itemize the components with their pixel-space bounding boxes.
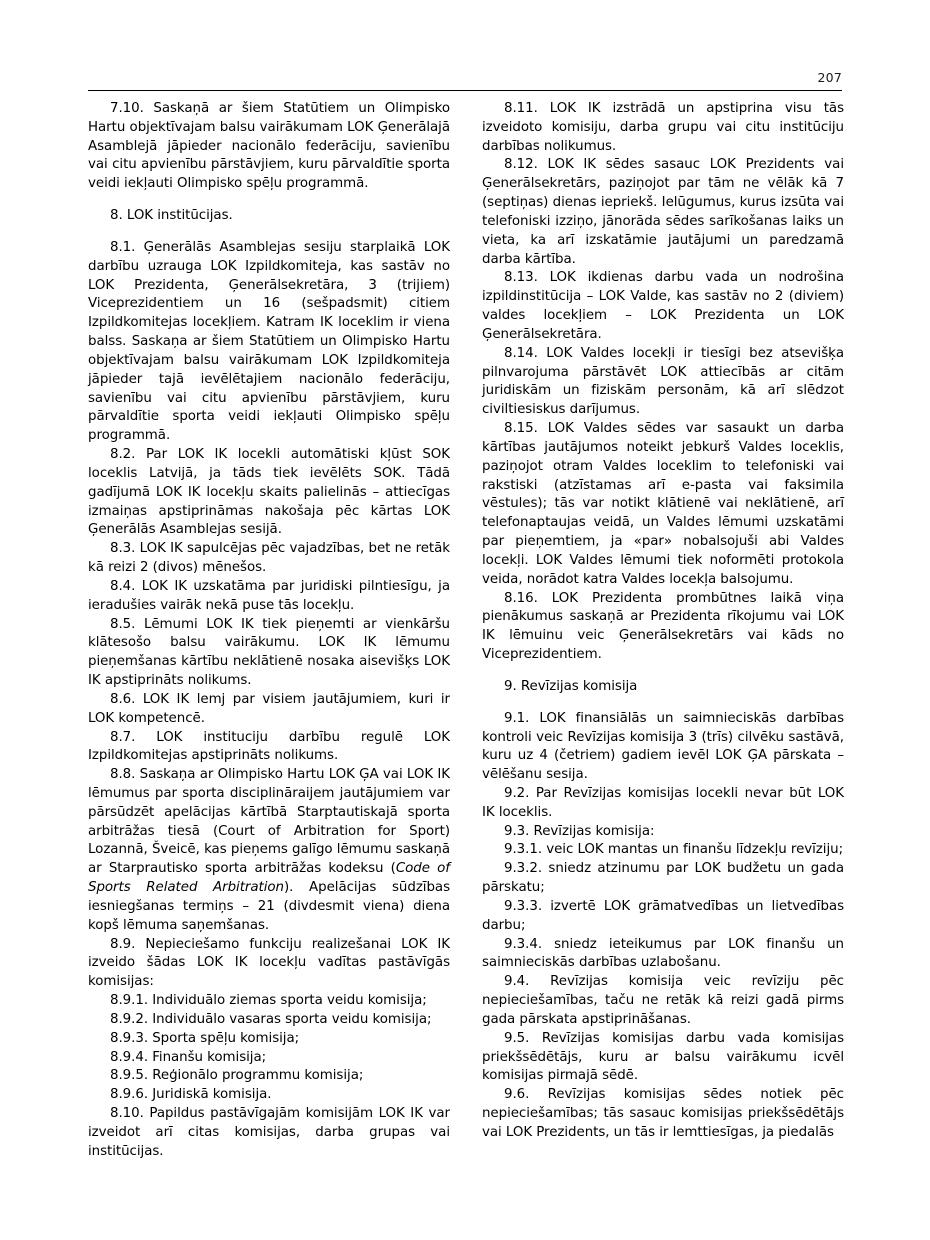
heading-8: 8. LOK institūcijas. [110,208,233,224]
paragraph-8-16: 8.16. LOK Prezidenta prombūtnes laikā viņa pienākumus saskaņā ar Prezidenta rīkojumu vai LOK IK lēmuinu veic Ģenerālsekretārs vai kāds no Viceprezidentiem. [482,590,844,663]
paragraph-8-7: 8.7. LOK instituciju darbību regulē LOK Izpildkomitejas apstiprināts nolikums. [88,729,450,764]
two-column-body [88,100,842,1200]
paragraph-8-8-part2: ). Apelācijas sūdzības iesniegšanas termiņs – 21 (divdesmit viena) diena kopš lēmuma saņemšanas. [88,880,450,933]
paragraph-9-1: 9.1. LOK finansiālās un saimnieciskās darbības kontroli veic Revīzijas komisija 3 (trīs) cilvēku sastāvā, kuru uz 4 (četriem) gadiem ievēl LOK ĢA pārskata – vēlēšanu sesija. [482,710,844,783]
paragraph-8-9-3: 8.9.3. Sporta spēļu komisija; [110,1030,300,1046]
paragraph-8-6: 8.6. LOK IK lemj par visiem jautājumiem, kuri ir LOK kompetencē. [88,691,450,726]
heading-9: 9. Revīzijas komisija [504,678,638,694]
header-divider [88,90,842,91]
paragraph-8-8-italic: Code of Sports Related Arbitration [88,861,450,896]
paragraph-8-8 [88,766,450,935]
paragraph-8-4: 8.4. LOK IK uzskatāma par juridiski pilntiesīgu, ja ieradušies vairāk nekā puse tās locekļu. [88,578,450,613]
paragraph-9-3-1: 9.3.1. veic LOK mantas un finanšu līdzekļu revīziju; [504,842,844,858]
paragraph-8-9: 8.9. Nepieciešamo funkciju realizešanai LOK IK izveido šādas LOK IK locekļu vadītas pastāvīgās komisijas: [88,936,450,990]
paragraph-9-4: 9.4. Revīzijas komisija veic revīziju pēc nepieciešamības, taču ne retāk kā reizi gadā pirms gada pārskata apstiprināšanas. [482,974,844,1027]
paragraph-7-10: 7.10. Saskaņā ar šiem Statūtiem un Olimpisko Hartu objektīvajam balsu vairākumam LOK Ģenerālajā Asamblejā jāpieder nacionālo federāciju, savienību vai citu apvienību pārstāvjiem, kuru pārvaldītie sporta veidi iekļauti Olimpisko spēļu programmā. [88,101,450,192]
paragraph-8-9-2: 8.9.2. Individuālo vasaras sporta veidu komisija; [110,1011,432,1027]
paragraph-8-9-1: 8.9.1. Individuālo ziemas sporta veidu komisija; [110,993,427,1009]
paragraph-8-14: 8.14. LOK Valdes locekļi ir tiesīgi bez atsevišķa pilnvarojuma pārstāvēt LOK attiecībās ar citām juridiskām un fiziskām personām, kā arī slēdzot civiltiesiskus darījumus. [482,345,844,418]
left-column [88,100,450,1200]
paragraph-8-9-6: 8.9.6. Juridiskā komisija. [110,1087,272,1103]
paragraph-9-3-4: 9.3.4. sniedz ieteikumus par LOK finanšu un saimnieciskās darbības uzlabošanu. [482,936,844,971]
paragraph-8-10: 8.10. Papildus pastāvīgajām komisijām LOK IK var izveidot arī citas komisijas, darba grupas vai institūcijas. [88,1106,450,1159]
paragraph-9-6: 9.6. Revīzijas komisijas sēdes notiek pēc nepieciešamības; tās sasauc komisijas priekšsēdētājs vai LOK Prezidents, un tās ir lemttiesīgas, ja piedalās [482,1087,844,1140]
paragraph-8-12: 8.12. LOK IK sēdes sasauc LOK Prezidents vai Ģenerālsekretārs, paziņojot par tām ne vēlāk kā 7 (septiņas) dienas iepriekš. Ielūgumus, kurus izsūta vai telefoniski izziņo, jānorāda sēdes sarīkošanas laiks un vieta, ka arī izskatāmie jautājumi un paredzamā darba kārtība. [482,157,844,267]
paragraph-8-3: 8.3. LOK IK sapulcējas pēc vajadzības, bet ne retāk kā reizi 2 (divos) mēnešos. [88,541,450,576]
paragraph-8-1: 8.1. Ģenerālās Asamblejas sesiju starplaikā LOK darbību uzrauga LOK Izpildkomiteja, kas sastāv no LOK Prezidenta, Ģenerālsekretāra, 3 (trijiem) Viceprezidentiem un 16 (sešpadsmit) citiem Izpildkomitejas locekļiem. Katram IK loceklim ir viena balss. Saskaņa ar šiem Statūtiem un Olimpisko Hartu objektīvajam balsu vairākumam LOK Izpildkomiteja jāpieder tajā ievēlētajiem nacionālo federāciju, savienību vai citu apvienību pārstāvjiem, kuru pārvaldītie sporta veidi iekļauti Olimpisko spēļu programmā. [88,239,450,444]
paragraph-8-2: 8.2. Par LOK IK locekli automātiski kļūst SOK loceklis Latvijā, ja tāds tiek ievēlēts SOK. Tādā gadījumā LOK IK locekļu skaits palielinās – attiecīgas izmaiņas apstiprināmas nakošaja pēc kārtas LOK Ģenerālās Asamblejas sesijā. [88,447,450,538]
paragraph-9-2: 9.2. Par Revīzijas komisijas locekli nevar būt LOK IK loceklis. [482,785,844,820]
paragraph-9-3: 9.3. Revīzijas komisija: [504,823,655,839]
paragraph-8-9-5: 8.9.5. Reģionālo programmu komisija; [110,1068,364,1084]
paragraph-9-3-2: 9.3.2. sniedz atzinumu par LOK budžetu un gada pārskatu; [482,861,844,896]
paragraph-9-3-3: 9.3.3. izvertē LOK grāmatvedības un lietvedības darbu; [482,898,844,933]
page-header [88,70,842,90]
paragraph-8-15: 8.15. LOK Valdes sēdes var sasaukt un darba kārtības jautājumos noteikt jebkurš Valdes loceklis, paziņojot otram Valdes loceklim to telefoniski vai rakstiski (atzīstamas arī e-pasta vai faksimila vēstules); tās var notikt klātienē vai neklātienē, arī telefonaptaujas veidā, un Valdes lēmumi uzskatāmi par pieņemtiem, ja «par» nobalsojuši abi Valdes locekļi. LOK Valdes lēmumi tiek noformēti protokola veida, norādot katra Valdes locekļa balsojumu. [482,421,844,587]
paragraph-8-13: 8.13. LOK ikdienas darbu vada un nodrošina izpildinstitūcija – LOK Valde, kas sastāv no 2 (diviem) valdes locekļiem – LOK Prezidenta un LOK Ģenerālsekretāra. [482,270,844,342]
paragraph-8-11: 8.11. LOK IK izstrādā un apstiprina visu tās izveidoto komisiju, darba grupu vai citu institūciju darbības nolikumus. [482,101,844,154]
paragraph-8-5: 8.5. Lēmumi LOK IK tiek pieņemti ar vienkāršu klātesošo balsu vairākumu. LOK IK lēmumu pieņemšanas kārtību neklātienē nosaka aisevišķs LOK IK apstiprināts nolikums. [88,616,450,689]
paragraph-8-9-4: 8.9.4. Finanšu komisija; [110,1049,267,1065]
paragraph-9-5: 9.5. Revīzijas komisijas darbu vada komisijas priekšsēdētājs, kuru ar balsu vairākumu icvēl komisijas pirmajā sēdē. [482,1030,844,1084]
paragraph-8-8-part1: 8.8. Saskaņa ar Olimpisko Hartu LOK ĢA vai LOK IK lēmumus par sporta disciplināraijem jautājumiem var pārsūdzēt apelācijas kārtībā Starptautiskajā sporta arbitrāžas tiesā (Court of Arbitration for Sport) Lozannā, Šveicē, kas pieņems galīgo lēmumu saskaņā ar Starprautisko sporta arbitrāžas kodeksu ( [88,767,450,877]
page-number: 207 [817,70,842,85]
right-column [482,100,844,1200]
